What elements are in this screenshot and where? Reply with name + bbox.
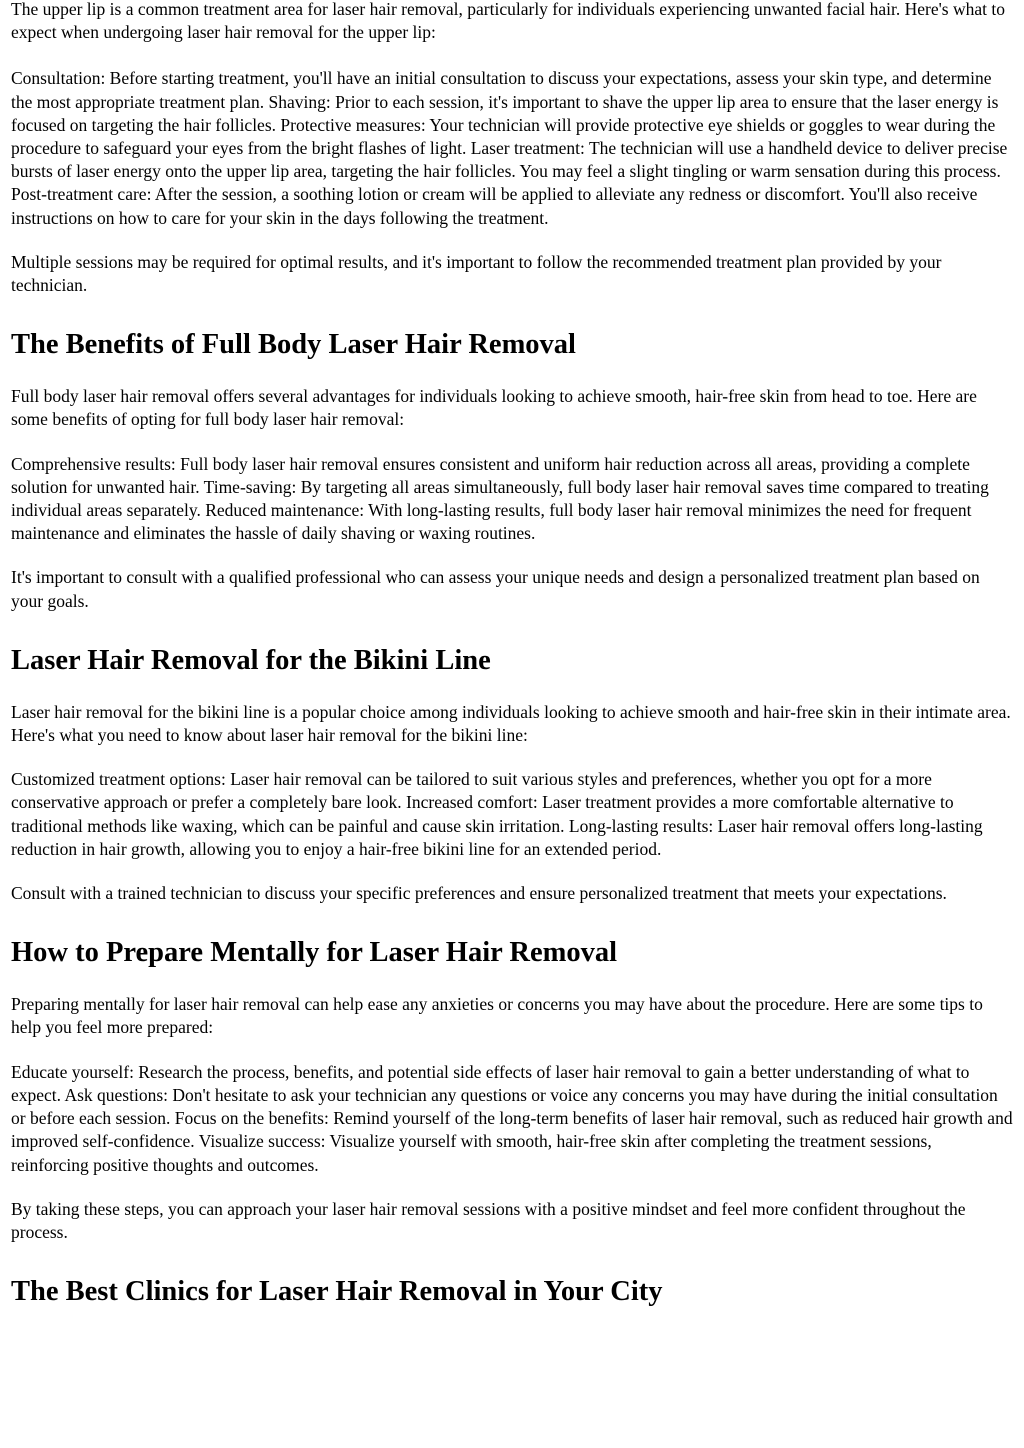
heading-bikini-line: Laser Hair Removal for the Bikini Line (11, 644, 491, 676)
paragraph-upper-lip-steps: Consultation: Before starting treatment, you'll have an initial consultation to discuss your expectations, assess your skin type, and determine the most appropriate treatment plan. Shaving: Prior to each session, it's important to shave the upper lip area to ensure that the laser energy is focused on targeting the hair follicles. Protective measures: Your technician will provide protective eye shields or goggles to wear during the procedure to safeguard your eyes from the bright flashes of light. Laser treatment: The technician will use a handheld device to deliver precise bursts of laser energy onto the upper lip area, targeting the hair follicles. You may feel a slight tingling or warm sensation during this process. Post-treatment care: After the session, a soothing lotion or cream will be applied to alleviate any redness or discomfort. You'll also receive instructions on how to care for your skin in the days following the treatment. (11, 68, 1008, 228)
paragraph-prepare-intro: Preparing mentally for laser hair removal can help ease any anxieties or concerns you may have about the procedure. Here are some tips to help you feel more prepared: (11, 994, 983, 1038)
intro-paragraph-upper-lip: The upper lip is a common treatment area for laser hair removal, particularly for individuals experiencing unwanted facial hair. Here's what to expect when undergoing laser hair removal for the upper lip: (11, 0, 1005, 43)
paragraph-prepare-conclusion: By taking these steps, you can approach your laser hair removal sessions with a positive mindset and feel more confident throughout the process. (11, 1198, 966, 1242)
paragraph-full-body-benefits: Comprehensive results: Full body laser hair removal ensures consistent and uniform hair reduction across all areas, providing a complete solution for unwanted hair. Time-saving: By targeting all areas simultaneously, full body laser hair removal saves time compared to treating individual areas separately. Reduced maintenance: With long-lasting results, full body laser hair removal minimizes the need for frequent maintenance and eliminates the hassle of daily shaving or waxing routines. (11, 453, 989, 544)
paragraph-upper-lip-sessions: Multiple sessions may be required for optimal results, and it's important to follow the recommended treatment plan provided by your technician. (11, 251, 942, 296)
heading-prepare-mentally: How to Prepare Mentally for Laser Hair Removal (11, 937, 618, 969)
heading-best-clinics: The Best Clinics for Laser Hair Removal in Your City (11, 1276, 663, 1308)
paragraph-bikini-intro: Laser hair removal for the bikini line is a popular choice among individuals looking to achieve smooth and hair-free skin in their intimate area. Here's what you need to know about laser hair removal for the bikini line: (11, 701, 1011, 746)
paragraph-full-body-intro: Full body laser hair removal offers several advantages for individuals looking to achieve smooth, hair-free skin from head to toe. Here are some benefits of opting for full body laser hair removal: (11, 386, 977, 430)
paragraph-prepare-tips: Educate yourself: Research the process, benefits, and potential side effects of laser hair removal to gain a better understanding of what to expect. Ask questions: Don't hesitate to ask your technician any questions or voice any concerns you may have during the initial consultation or before each session. Focus on the benefits: Remind yourself of the long-term benefits of laser hair removal, such as reduced hair growth and improved self-confidence. Visualize success: Visualize yourself with smooth, hair-free skin after completing the treatment sessions, reinforcing positive thoughts and outcomes. (11, 1061, 1013, 1175)
paragraph-full-body-consult: It's important to consult with a qualified professional who can assess your unique needs and design a personalized treatment plan based on your goals. (11, 567, 980, 611)
heading-full-body-benefits: The Benefits of Full Body Laser Hair Removal (11, 329, 576, 361)
paragraph-bikini-consult: Consult with a trained technician to discuss your specific preferences and ensure personalized treatment that meets your expectations. (11, 883, 947, 904)
paragraph-bikini-details: Customized treatment options: Laser hair removal can be tailored to suit various styles and preferences, whether you opt for a more conservative approach or prefer a completely bare look. Increased comfort: Laser treatment provides a more comfortable alternative to traditional methods like waxing, which can be painful and cause skin irritation. Long-lasting results: Laser hair removal offers long-lasting reduction in hair growth, allowing you to enjoy a hair-free bikini line for an extended period. (11, 769, 983, 859)
